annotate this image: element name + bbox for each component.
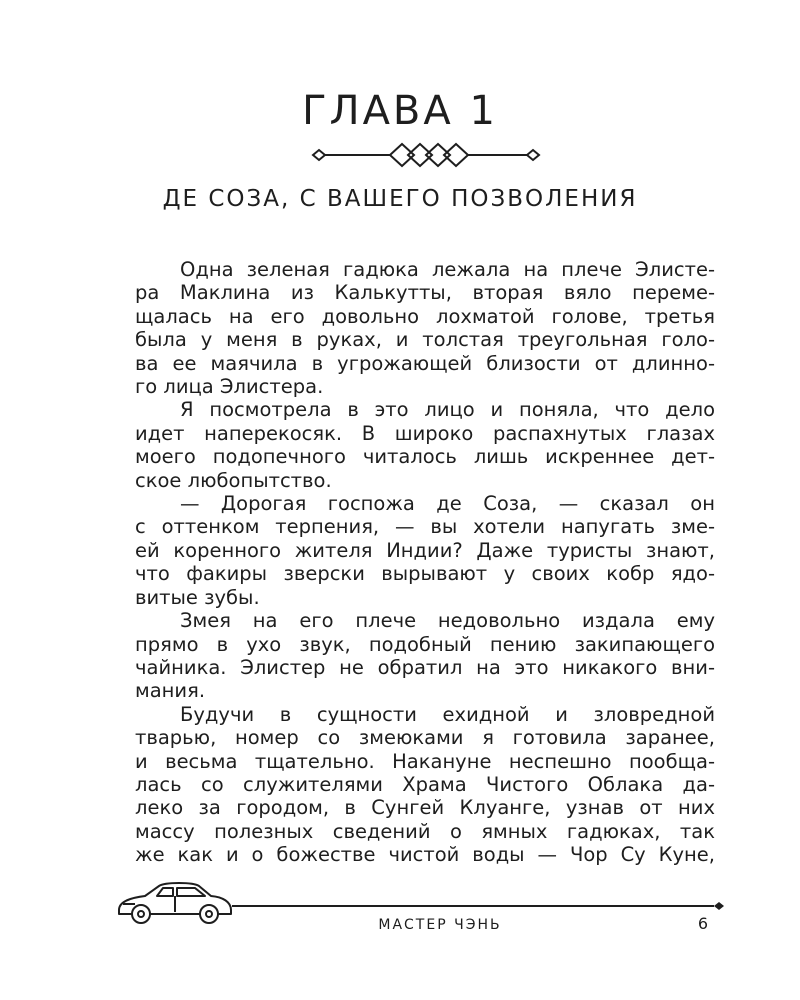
text-line: чайника. Элистер не обратил на это никакого вни-	[135, 655, 715, 679]
text-line: же как и о божестве чистой воды — Чор Су Куне,	[135, 843, 715, 867]
text-line: моего подопечного читалось лишь искреннее дет-	[135, 445, 715, 469]
chapter-title: ГЛАВА 1	[302, 88, 498, 134]
footer-author: МАСТЕР ЧЭНЬ	[378, 917, 502, 933]
text-line: Одна зеленая гадюка лежала на плече Элисте-	[180, 258, 715, 281]
vintage-car-icon	[115, 876, 235, 928]
text-line: витые зубы.	[135, 585, 260, 609]
text-line: леко за городом, в Сунгей Клуанге, узнав от них	[135, 796, 715, 820]
text-line: го лица Элистера.	[135, 375, 324, 399]
text-line: что факиры зверски вырывают у своих кобр ядо-	[135, 562, 715, 586]
text-line: Я посмотрела в это лицо и поняла, что дело	[180, 398, 715, 422]
chapter-subtitle: ДЕ СОЗА, С ВАШЕГО ПОЗВОЛЕНИЯ	[162, 186, 638, 212]
text-line: Будучи в сущности ехидной и зловредной	[180, 702, 715, 726]
chapter-ornament	[310, 140, 542, 170]
text-line: тварью, номер со змеюками я готовила заранее,	[135, 726, 715, 750]
text-line: ей коренного жителя Индии? Даже туристы знают,	[135, 538, 715, 562]
text-line: ское любопытство.	[135, 468, 332, 492]
text-line: Змея на его плече недовольно издала ему	[180, 609, 715, 633]
text-line: — Дорогая госпожа де Соза, — сказал он	[180, 492, 715, 516]
text-line: мания.	[135, 679, 206, 703]
text-line: лась со служителями Храма Чистого Облака да-	[135, 772, 715, 796]
page-number: 6	[697, 914, 709, 933]
text-line: щалась на его довольно лохматой голове, третья	[135, 304, 715, 328]
footer-rule	[232, 900, 724, 912]
body-text	[135, 258, 715, 867]
text-line: была у меня в руках, и толстая треугольная голо-	[135, 328, 715, 352]
text-line: ва ее маячила в угрожающей близости от длинно-	[135, 351, 715, 375]
text-line: массу полезных сведений о ямных гадюках, так	[135, 819, 715, 843]
text-line: ра Маклина из Калькутты, вторая вяло переме-	[135, 281, 715, 305]
text-line: с оттенком терпения, — вы хотели напугать зме-	[135, 515, 715, 539]
text-line: прямо в ухо звук, подобный пению закипающего	[135, 632, 715, 656]
text-line: идет наперекосяк. В широко распахнутых глазах	[135, 421, 715, 445]
text-line: и весьма тщательно. Накануне неспешно пообща-	[135, 749, 715, 773]
